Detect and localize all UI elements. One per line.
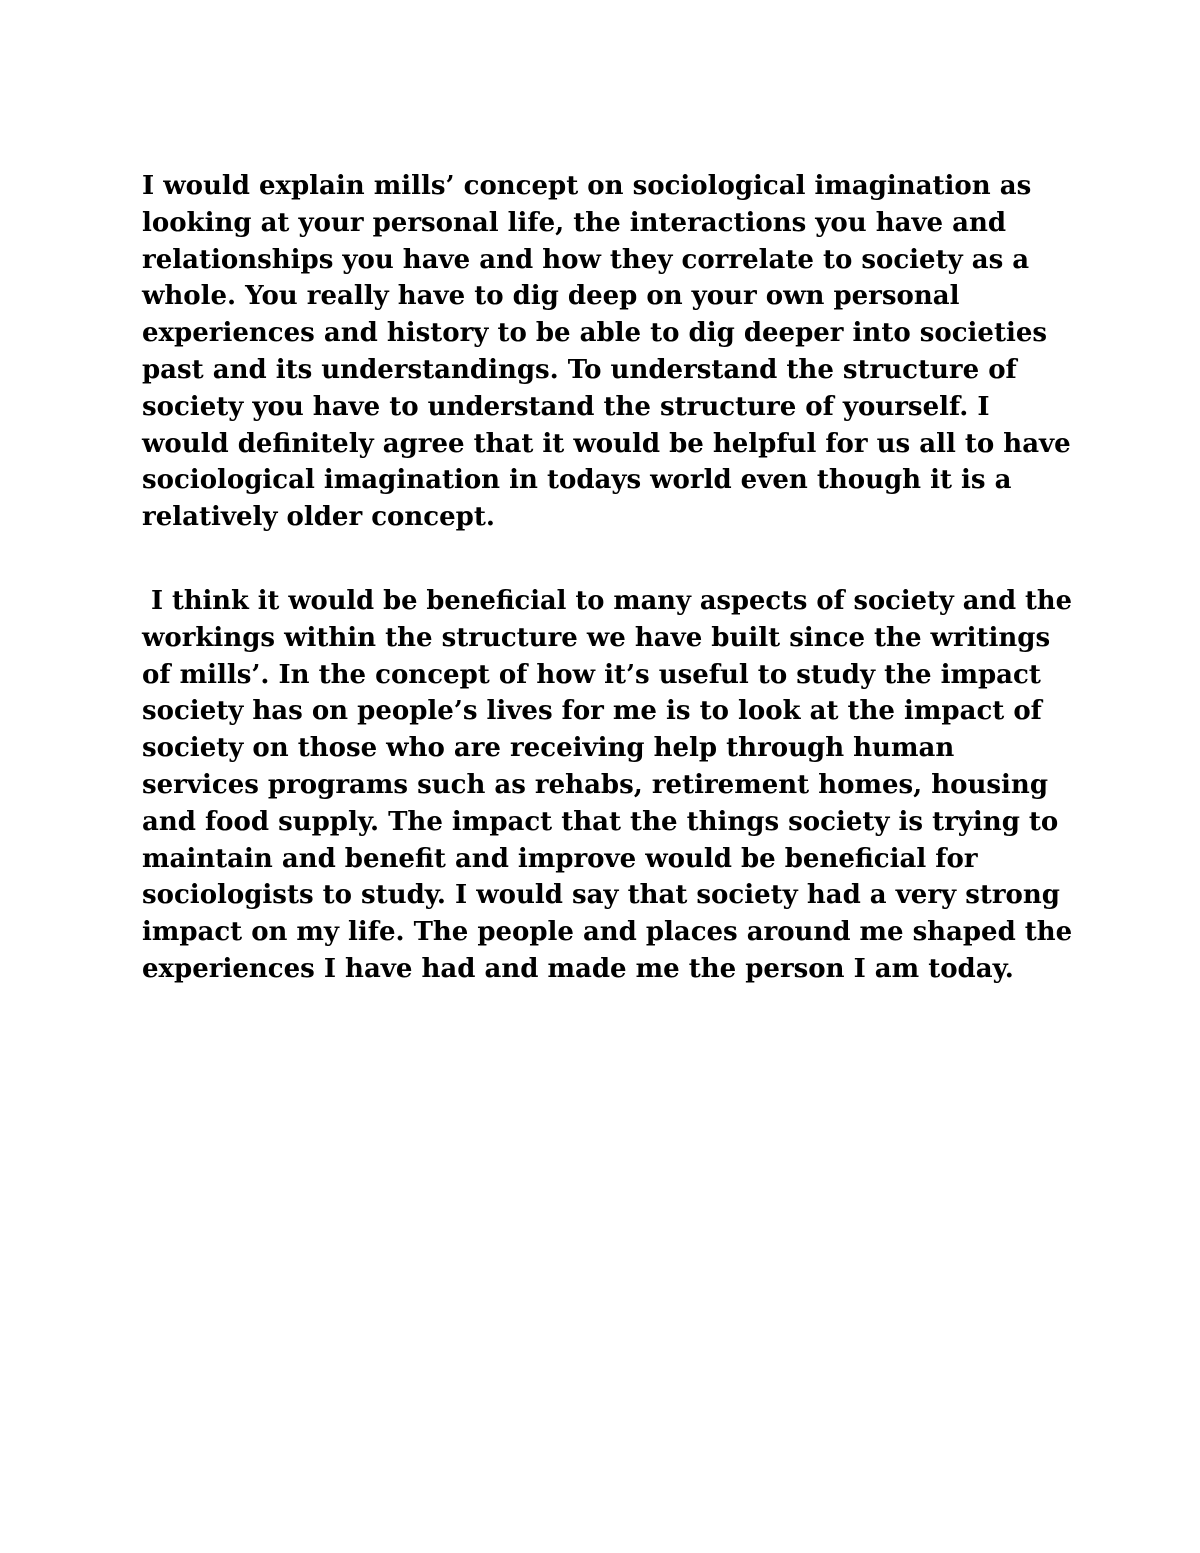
paragraph-line: society has on people’s lives for me is to look at the impact of <box>142 696 1042 727</box>
paragraph-line: I would explain mills’ concept on sociological imagination as <box>142 171 1032 201</box>
paragraph-2 <box>142 583 1072 988</box>
paragraph-line: past and its understandings. To understand the structure of <box>142 354 1017 385</box>
paragraph-line: services programs such as rehabs, retirement homes, housing <box>142 769 1049 800</box>
paragraph-line: experiences I have had and made me the person I am today. <box>142 953 1014 984</box>
paragraph-line: I think it would be beneficial to many aspects of society and the <box>142 586 1072 616</box>
paragraph-line: impact on my life. The people and places around me shaped the <box>142 917 1073 948</box>
paragraph-line: society on those who are receiving help through human <box>142 733 955 764</box>
paragraph-line: maintain and benefit and improve would be beneficial for <box>142 843 978 874</box>
paragraph-line: workings within the structure we have built since the writings <box>142 622 1051 653</box>
paragraph-line: looking at your personal life, the interactions you have and <box>142 207 1007 238</box>
paragraph-line: whole. You really have to dig deep on your own personal <box>142 281 960 312</box>
paragraph-line: experiences and history to be able to dig deeper into societies <box>142 318 1048 349</box>
paragraph-line: sociologists to study. I would say that society had a very strong <box>142 880 1060 911</box>
paragraph-line: relationships you have and how they correlate to society as a <box>142 244 1030 275</box>
paragraph-line: society you have to understand the structure of yourself. I <box>142 391 990 422</box>
paragraph-line: sociological imagination in todays world even though it is a <box>142 465 1012 496</box>
paragraph-line: of mills’. In the concept of how it’s useful to study the impact <box>142 659 1041 690</box>
paragraph-line: relatively older concept. <box>142 502 495 533</box>
paragraph-line: and food supply. The impact that the things society is trying to <box>142 806 1059 837</box>
paragraph-1 <box>142 168 1072 536</box>
paragraph-line: would definitely agree that it would be helpful for us all to have <box>142 428 1071 459</box>
